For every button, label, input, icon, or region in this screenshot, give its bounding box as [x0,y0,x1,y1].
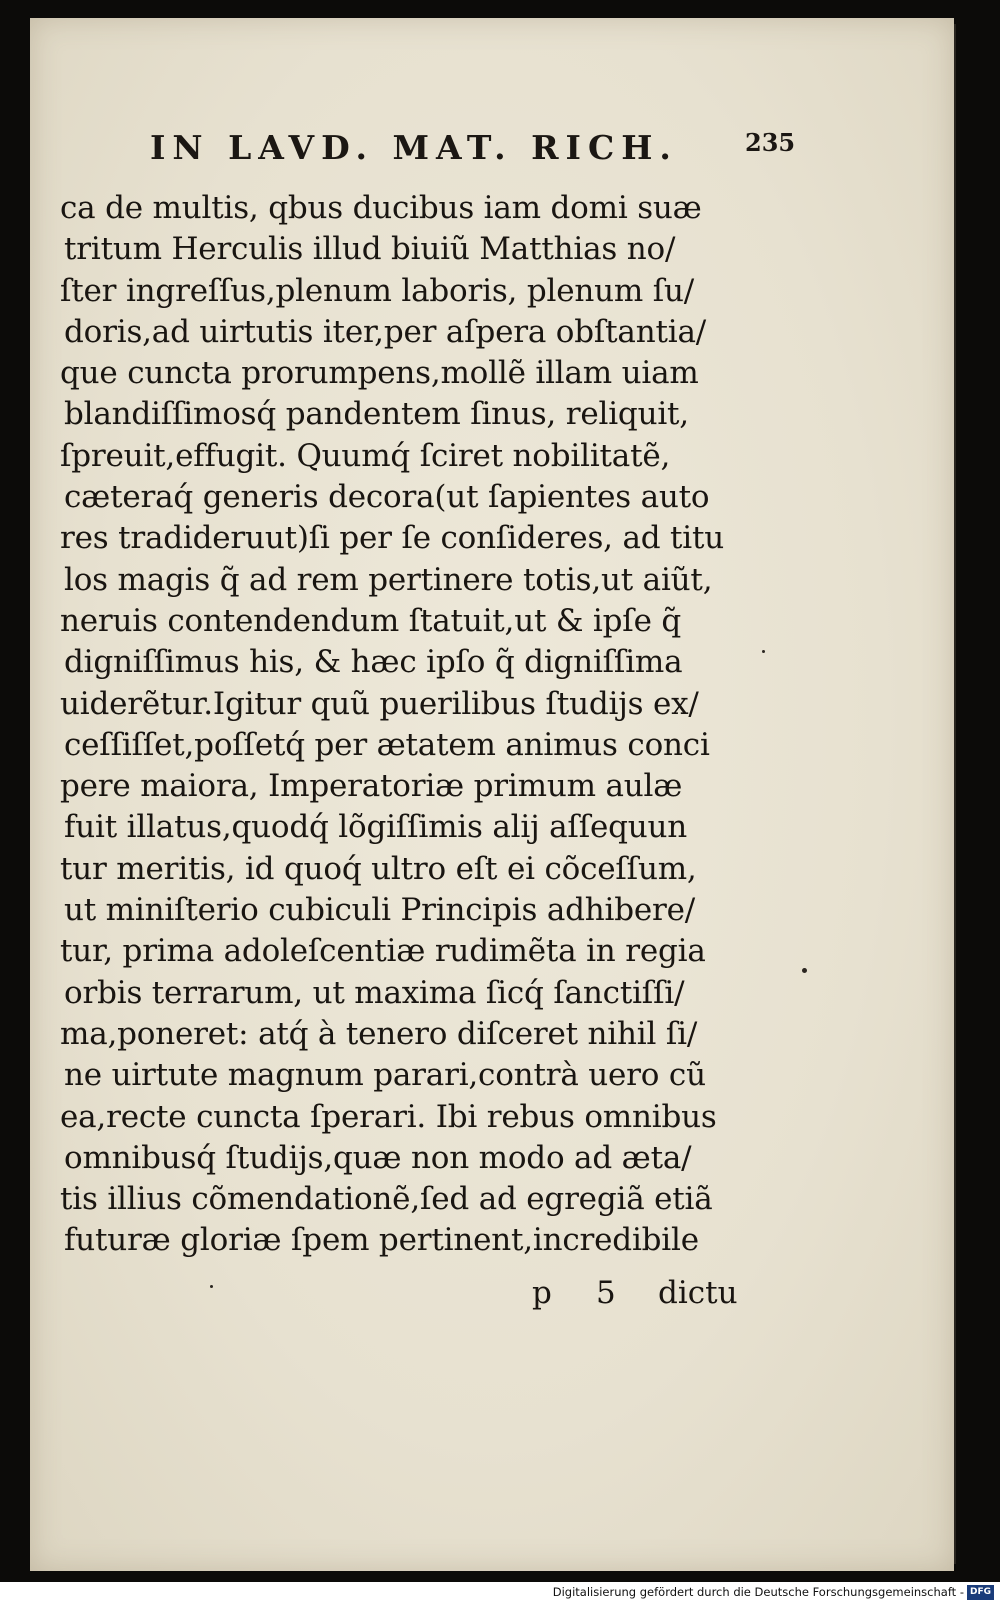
text-line: digniſſimus his, & hæc ipſo q̃ digniſſima [64,644,683,681]
body-text [60,188,750,1262]
text-line: tur meritis, id quoq́ ultro eſt ei cõceſſum, [60,850,697,887]
footer-bar [0,1582,1000,1606]
text-line: orbis terrarum, ut maxima ſicq́ ſanctiſſi/ [64,974,685,1011]
signature-number: 5 [596,1275,616,1311]
text-line: ca de multis, qbus ducibus iam domi suæ [60,190,702,226]
text-line: doris,ad uirtutis iter,per aſpera obſtantia/ [64,313,706,350]
text-line: tur, prima adoleſcentiæ rudimẽta in regia [60,933,706,970]
text-line: fuit illatus,quodq́ lõgiſſimis alij aſſequun [64,809,688,846]
text-line: ſter ingreſſus,plenum laboris, plenum ſu/ [60,272,695,309]
signature-line [0,1275,1000,1325]
catchword: dictu [658,1275,738,1311]
text-line: ut miniſterio cubiculi Principis adhibere/ [64,892,696,929]
text-line: uiderẽtur.Igitur quũ puerilibus ſtudijs ex/ [60,685,699,722]
text-line: ea,recte cuncta ſperari. Ibi rebus omnibus [60,1098,717,1135]
running-head: IN LAVD. MAT. RICH. [150,128,678,167]
text-line: tritum Herculis illud biuiũ Matthias no/ [64,231,676,268]
text-line: pere maiora, Imperatoriæ primum aulæ [60,768,683,805]
text-line: omnibusq́ ſtudijs,quæ non modo ad æta/ [64,1139,692,1176]
text-line: futuræ gloriæ ſpem pertinent,incredibile [64,1222,699,1259]
text-line: blandiſſimosq́ pandentem ſinus, reliquit, [64,396,689,433]
dfg-logo: DFG [967,1585,994,1600]
page-number: 235 [745,128,796,157]
text-line: los magis q̃ ad rem pertinere totis,ut aiũt, [64,561,713,598]
stray-ink-mark [762,650,765,653]
signature-mark: p [532,1275,552,1311]
text-line: neruis contendendum ſtatuit,ut & ipſe q̃ [60,602,682,639]
footer-credit: Digitalisierung gefördert durch die Deutsche Forschungsgemeinschaft - [552,1585,964,1599]
text-line: res tradideruut)ſi per ſe conſideres, ad titu [60,520,725,557]
text-line: cæteraq́ generis decora(ut ſapientes auto [64,479,710,516]
text-line: ma,poneret: atq́ à tenero diſceret nihil ſi/ [60,1015,698,1052]
text-line: ſpreuit,effugit. Quumq́ ſciret nobilitatẽ, [60,437,671,474]
text-line: ceſſiſſet,poſſetq́ per ætatem animus conci [64,726,710,763]
text-line: ne uirtute magnum parari,contrà uero cũ [64,1057,706,1094]
stray-ink-mark [802,968,807,973]
stray-ink-mark [210,1285,213,1288]
text-line: que cuncta prorumpens,mollẽ illam uiam [60,355,699,392]
text-line: tis illius cõmendationẽ,ſed ad egregiã etiã [60,1181,713,1218]
